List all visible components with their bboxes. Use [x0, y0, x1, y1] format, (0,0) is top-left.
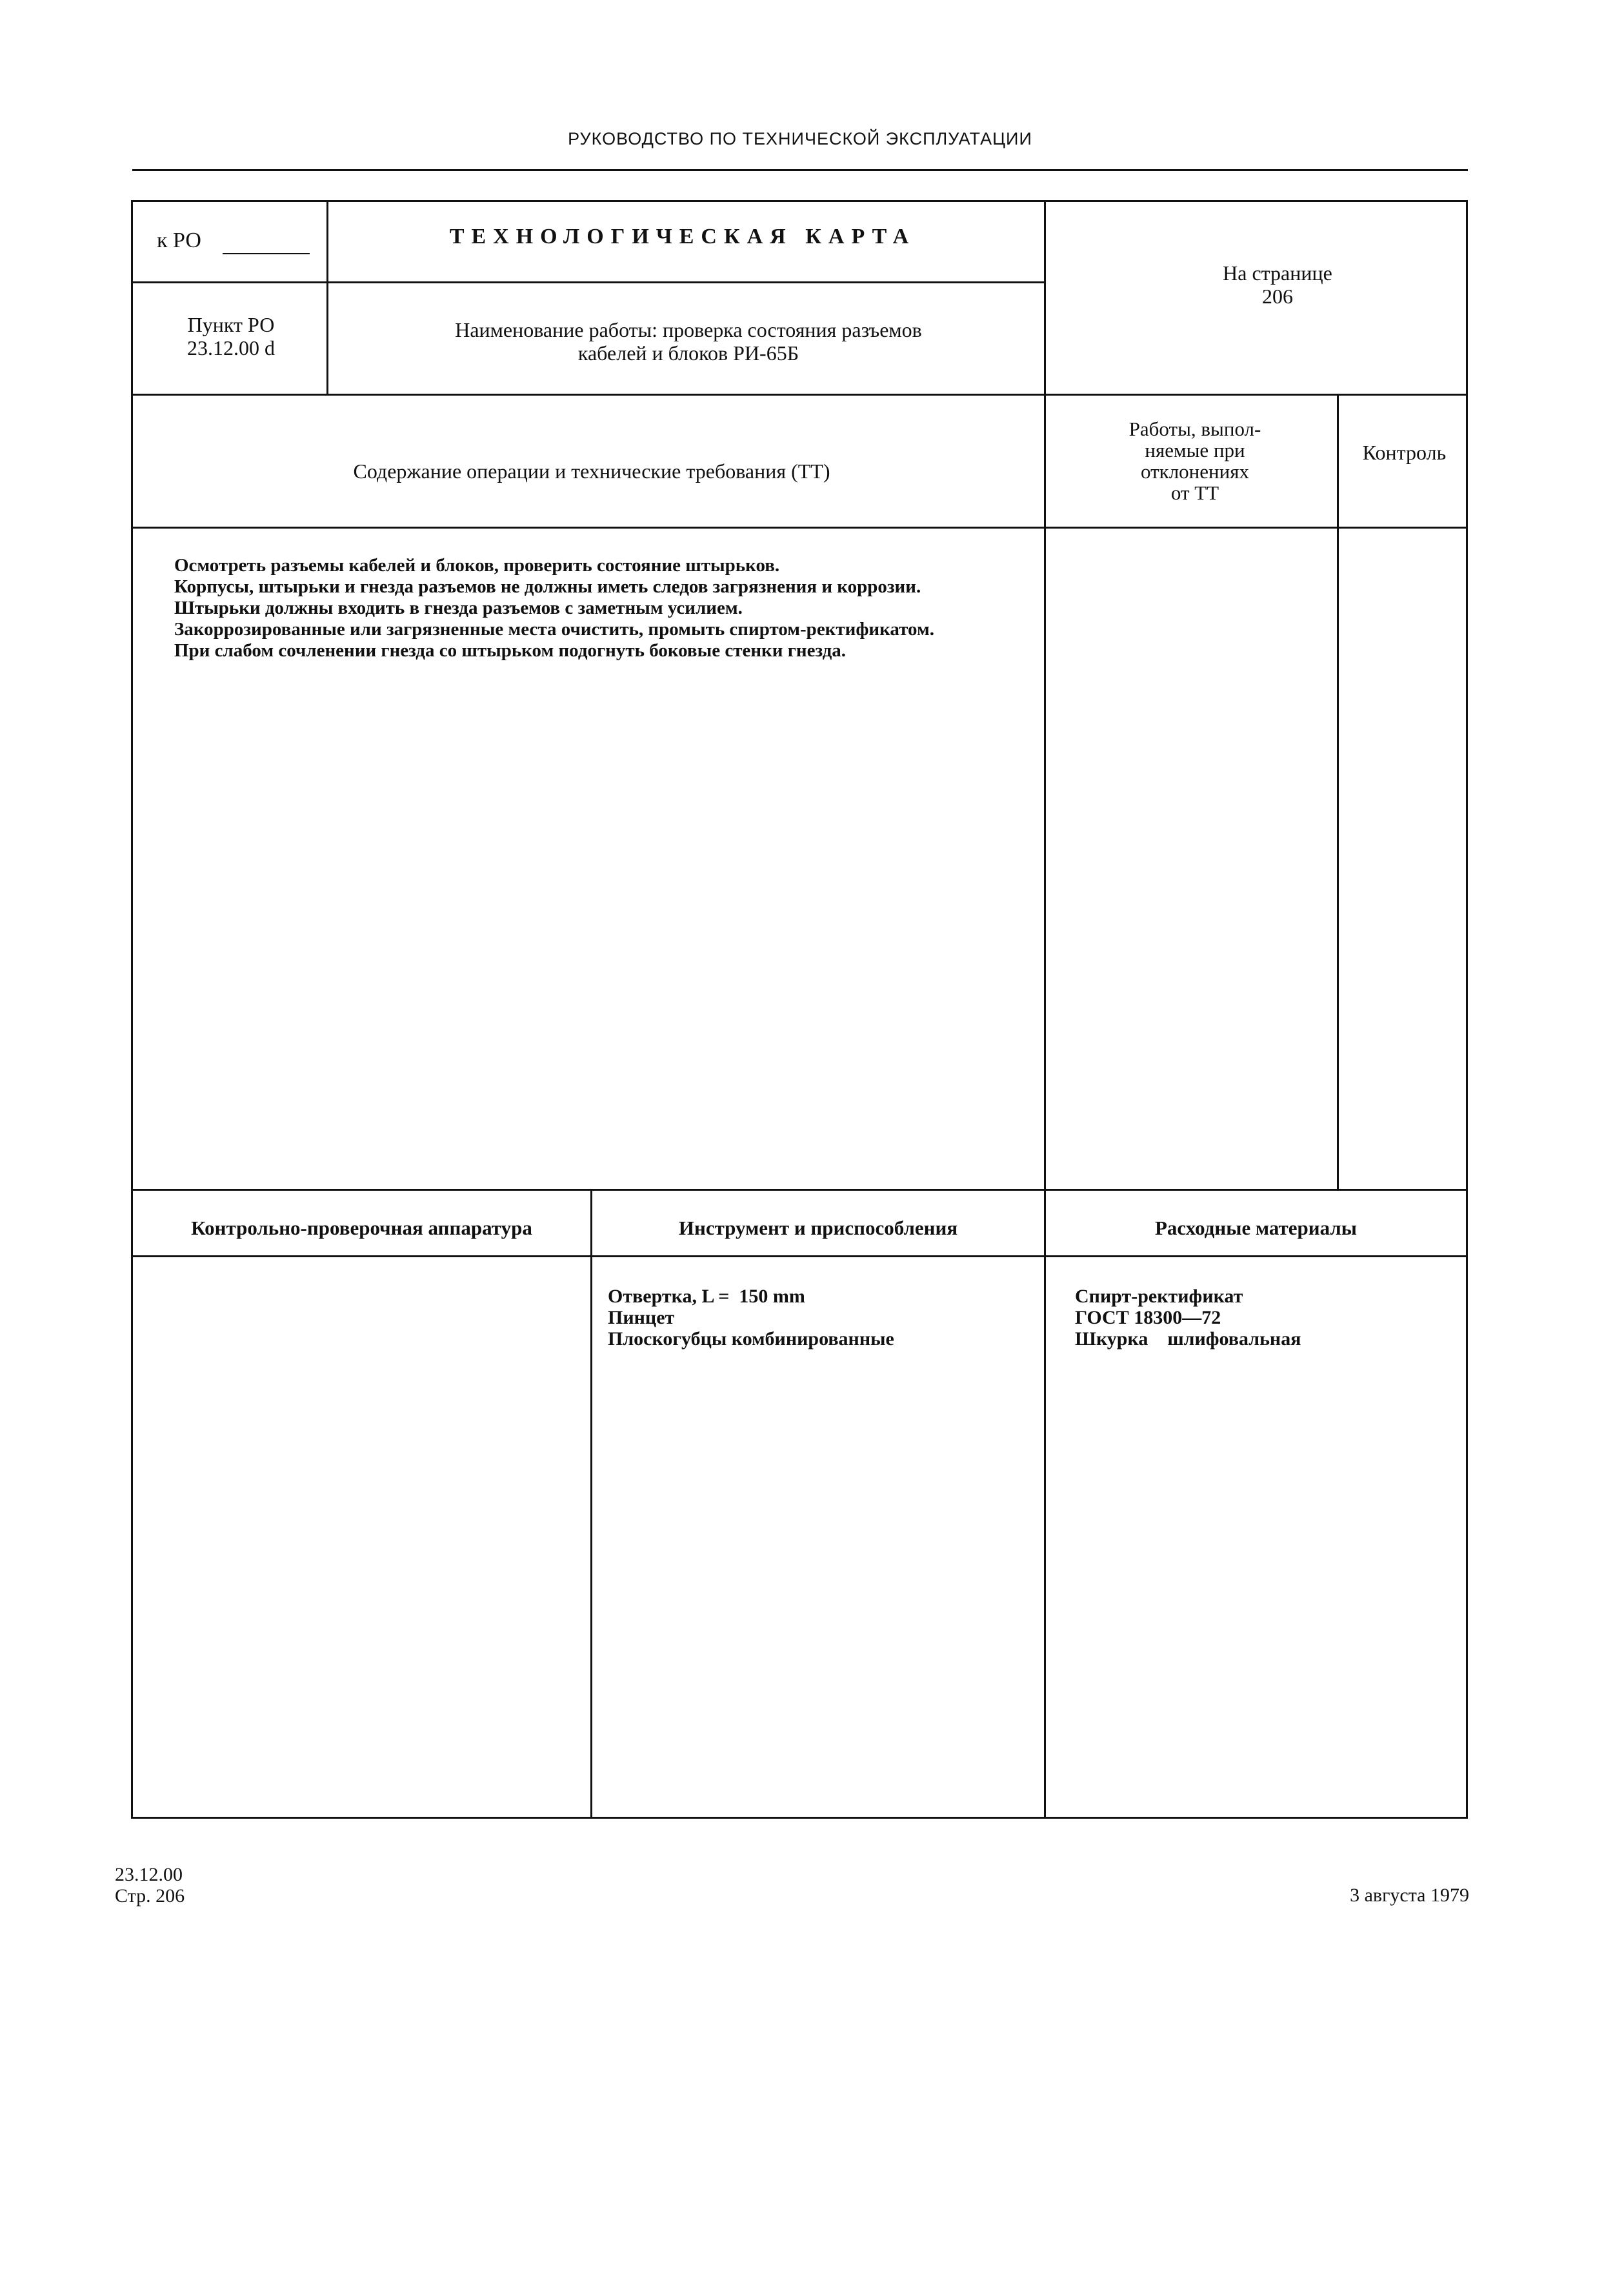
- list-item: Шкурка шлифовальная: [1075, 1328, 1301, 1350]
- deviation-header-line: няемые при: [1145, 439, 1245, 461]
- equipment-column-header: Контрольно-проверочная аппаратура: [191, 1217, 532, 1239]
- card-title: ТЕХНОЛОГИЧЕСКАЯ КАРТА: [449, 225, 916, 248]
- ref-label: к РО: [157, 228, 201, 252]
- table-border-bottom: [131, 1817, 1468, 1819]
- deviation-header-line: от ТТ: [1170, 481, 1219, 504]
- table-divider-header: [131, 394, 1468, 396]
- table-divider-columns: [131, 527, 1468, 529]
- footer-page: Стр. 206: [115, 1885, 185, 1907]
- operation-item: Штырьки должны входить в гнезда разъемов с заметным усилием.: [174, 598, 743, 618]
- operation-item: Осмотреть разъемы кабелей и блоков, проверить состояние штырьков.: [174, 555, 780, 576]
- work-name-line2: кабелей и блоков РИ-65Б: [577, 341, 799, 365]
- deviation-header-line: отклонениях: [1141, 460, 1249, 483]
- table-divider-title: [131, 281, 1046, 283]
- list-item: Плоскогубцы комбинированные: [608, 1328, 894, 1350]
- list-item: Отвертка, L = 150 mm: [608, 1286, 805, 1307]
- materials-list: [1075, 1286, 1301, 1350]
- table-divider-lower-heads: [131, 1255, 1468, 1257]
- table-border-top: [131, 200, 1468, 202]
- punkt-label: Пункт РО: [187, 313, 275, 336]
- operations-text: [174, 555, 1029, 662]
- list-item: Пинцет: [608, 1307, 675, 1328]
- page-number: 206: [1262, 285, 1293, 308]
- tools-list: [608, 1286, 894, 1350]
- operation-item: Закоррозированные или загрязненные места очистить, промыть спиртом-ректификатом.: [174, 619, 934, 640]
- content-column-header: Содержание операции и технические требования (ТТ): [353, 460, 830, 483]
- operation-item: При слабом сочленении гнезда со штырьком подогнуть боковые стенки гнезда.: [174, 640, 847, 661]
- header-rule: [132, 169, 1468, 171]
- footer-section: 23.12.00: [115, 1864, 183, 1885]
- page-reference: [1048, 261, 1507, 308]
- footer-left: [115, 1864, 185, 1907]
- deviation-column-header: [1049, 418, 1341, 503]
- table-divider-lower-col1: [590, 1189, 592, 1819]
- ref-blank-line: [223, 253, 310, 254]
- work-name-line1: Наименование работы: проверка состояния разъемов: [455, 318, 922, 341]
- punkt-block: [134, 313, 328, 359]
- work-name: [328, 318, 1049, 365]
- materials-column-header: Расходные материалы: [1154, 1217, 1358, 1239]
- list-item: ГОСТ 18300—72: [1075, 1307, 1221, 1328]
- punkt-value: 23.12.00 d: [187, 336, 275, 359]
- footer-date: 3 августа 1979: [1350, 1885, 1469, 1906]
- control-column-header: Контроль: [1362, 441, 1447, 464]
- list-item: Спирт-ректификат: [1075, 1286, 1243, 1307]
- running-header: РУКОВОДСТВО ПО ТЕХНИЧЕСКОЙ ЭКСПЛУАТАЦИИ: [568, 129, 1032, 148]
- tools-column-header: Инструмент и приспособления: [678, 1217, 958, 1239]
- table-border-left: [131, 200, 133, 1819]
- operation-item: Корпусы, штырьки и гнезда разъемов не должны иметь следов загрязнения и коррозии.: [174, 576, 921, 597]
- page-label: На странице: [1223, 261, 1332, 285]
- table-divider-lower: [131, 1189, 1468, 1191]
- deviation-header-line: Работы, выпол-: [1128, 418, 1261, 440]
- table-divider-lower-col2: [1044, 1189, 1046, 1819]
- table-divider-control-col: [1337, 394, 1339, 1191]
